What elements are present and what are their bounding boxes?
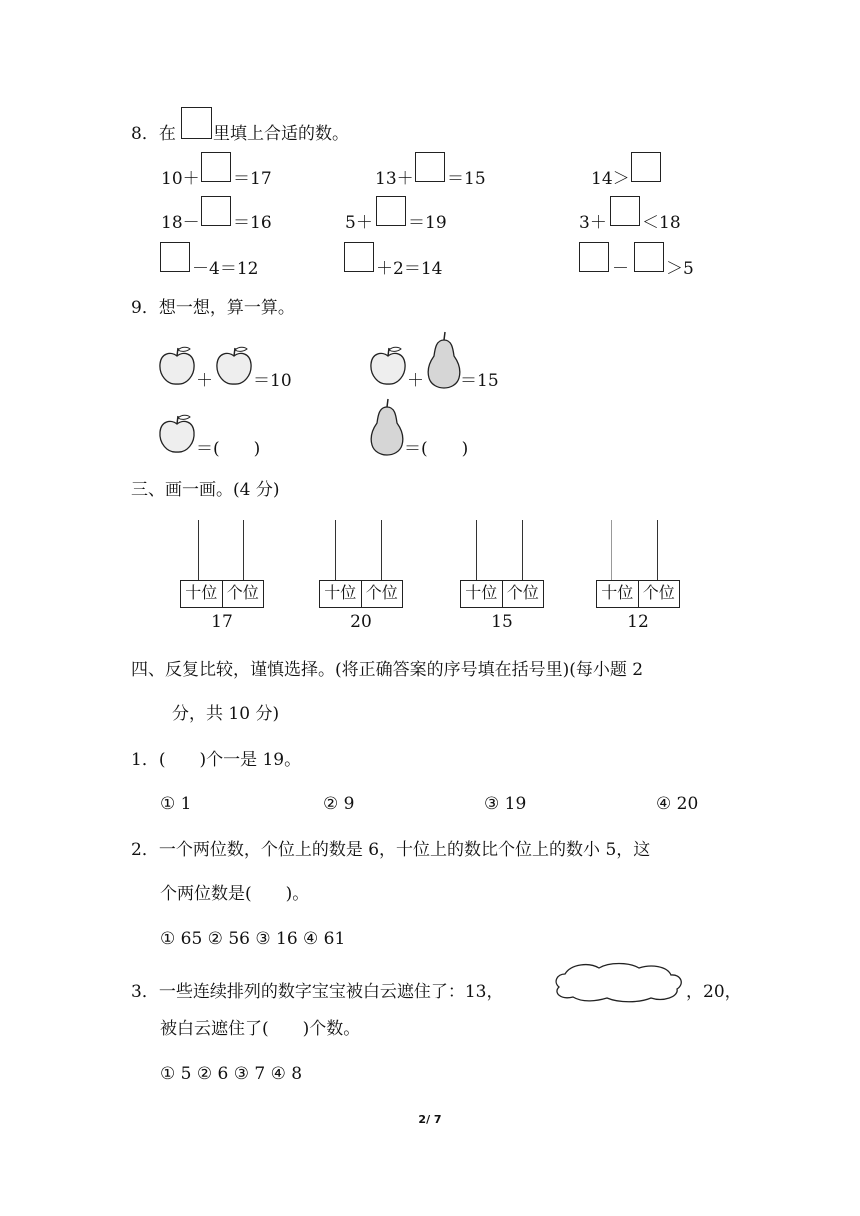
q3-line1-suffix: ，20， xyxy=(686,982,742,1002)
q2-line2: 个两位数是( )。 xyxy=(160,884,310,904)
tens-rod[interactable] xyxy=(611,520,612,580)
q2-line1: 2．一个两位数，个位上的数是 6，十位上的数比个位上的数小 5，这 xyxy=(131,840,651,860)
section4-heading-line1: 四、反复比较，谨慎选择。(将正确答案的序号填在括号里)(每小题 2 xyxy=(131,660,644,680)
tens-label: 十位 xyxy=(465,583,498,602)
q2-options[interactable]: ① 65 ② 56 ③ 16 ④ 61 xyxy=(160,929,346,949)
tens-rod[interactable] xyxy=(198,520,199,580)
tens-rod[interactable] xyxy=(476,520,477,580)
ones-label: 个位 xyxy=(222,581,264,607)
abacus-15[interactable] xyxy=(460,520,544,640)
eq2-result: ＝15 xyxy=(460,371,499,391)
eq1-result: ＝10 xyxy=(253,371,292,391)
apple-answer[interactable]: ＝( ) xyxy=(196,439,261,459)
place-value-labels xyxy=(460,580,544,608)
pear-icon xyxy=(426,331,462,389)
tens-rod[interactable] xyxy=(335,520,336,580)
example-blank-box xyxy=(181,107,212,139)
abacus-number: 12 xyxy=(627,612,649,632)
ones-rod[interactable] xyxy=(243,520,244,580)
answer-box[interactable] xyxy=(631,152,661,182)
q3-options[interactable]: ① 5 ② 6 ③ 7 ④ 8 xyxy=(160,1064,303,1084)
eq-r3c3-right: ＞5 xyxy=(666,259,694,279)
answer-box[interactable] xyxy=(201,196,231,226)
pear-icon xyxy=(369,398,405,456)
eq-r3c3-mid: － xyxy=(612,259,629,279)
place-value-labels xyxy=(596,580,680,608)
q1-text: 1．( )个一是 19。 xyxy=(131,750,302,770)
eq-r2c1-left: 18－ xyxy=(161,213,200,233)
apple-icon xyxy=(214,345,254,387)
abacus-17[interactable] xyxy=(180,520,264,640)
eq-r2c3-right: ＜18 xyxy=(642,213,681,233)
place-value-labels xyxy=(319,580,403,608)
q8-title-prefix: 8．在 xyxy=(131,124,176,144)
answer-box[interactable] xyxy=(579,242,609,272)
eq-r1c3-left: 14＞ xyxy=(591,169,630,189)
eq-r2c2-left: 5＋ xyxy=(345,213,373,233)
place-value-labels xyxy=(180,580,264,608)
eq-r1c1-left: 10＋ xyxy=(161,169,200,189)
eq-r2c1-right: ＝16 xyxy=(233,213,272,233)
ones-rod[interactable] xyxy=(522,520,523,580)
q1-option-2[interactable]: ② 9 xyxy=(323,794,355,814)
q1-option-3[interactable]: ③ 19 xyxy=(484,794,527,814)
answer-box[interactable] xyxy=(160,242,190,272)
tens-label: 十位 xyxy=(324,583,357,602)
tens-label: 十位 xyxy=(185,583,218,602)
abacus-number: 17 xyxy=(211,612,233,632)
q1-option-1[interactable]: ① 1 xyxy=(160,794,192,814)
eq-r2c3-left: 3＋ xyxy=(579,213,607,233)
q8-title-suffix: 里填上合适的数。 xyxy=(213,124,349,144)
q3-line1-prefix: 3．一些连续排列的数字宝宝被白云遮住了：13， xyxy=(131,982,504,1002)
ones-label: 个位 xyxy=(502,581,544,607)
section3-heading: 三、画一画。(4 分) xyxy=(131,480,280,500)
page-number: 2/ 7 xyxy=(418,1113,442,1126)
answer-box[interactable] xyxy=(201,152,231,182)
q9-title: 9．想一想，算一算。 xyxy=(131,298,295,318)
ones-rod[interactable] xyxy=(381,520,382,580)
eq-r3c1-right: －4＝12 xyxy=(192,259,259,279)
section4-heading-line2: 分，共 10 分) xyxy=(172,704,280,724)
abacus-number: 20 xyxy=(350,612,372,632)
answer-box[interactable] xyxy=(344,242,374,272)
answer-box[interactable] xyxy=(610,196,640,226)
answer-box[interactable] xyxy=(415,152,445,182)
abacus-12[interactable] xyxy=(596,520,680,640)
eq-r1c1-right: ＝17 xyxy=(233,169,272,189)
abacus-20[interactable] xyxy=(319,520,403,640)
answer-box[interactable] xyxy=(634,242,664,272)
q3-line2: 被白云遮住了( )个数。 xyxy=(160,1019,361,1039)
ones-label: 个位 xyxy=(361,581,403,607)
eq-r2c2-right: ＝19 xyxy=(408,213,447,233)
apple-icon xyxy=(368,345,408,387)
abacus-number: 15 xyxy=(491,612,513,632)
ones-label: 个位 xyxy=(638,581,680,607)
apple-icon xyxy=(157,413,197,455)
apple-icon xyxy=(157,345,197,387)
pear-answer[interactable]: ＝( ) xyxy=(404,439,469,459)
plus-sign: ＋ xyxy=(407,371,424,391)
tens-label: 十位 xyxy=(601,583,634,602)
plus-sign: ＋ xyxy=(196,371,213,391)
eq-r1c2-left: 13＋ xyxy=(375,169,414,189)
q1-option-4[interactable]: ④ 20 xyxy=(656,794,699,814)
cloud-icon xyxy=(551,960,685,1002)
eq-r1c2-right: ＝15 xyxy=(447,169,486,189)
answer-box[interactable] xyxy=(376,196,406,226)
ones-rod[interactable] xyxy=(657,520,658,580)
eq-r3c2-right: ＋2＝14 xyxy=(376,259,443,279)
